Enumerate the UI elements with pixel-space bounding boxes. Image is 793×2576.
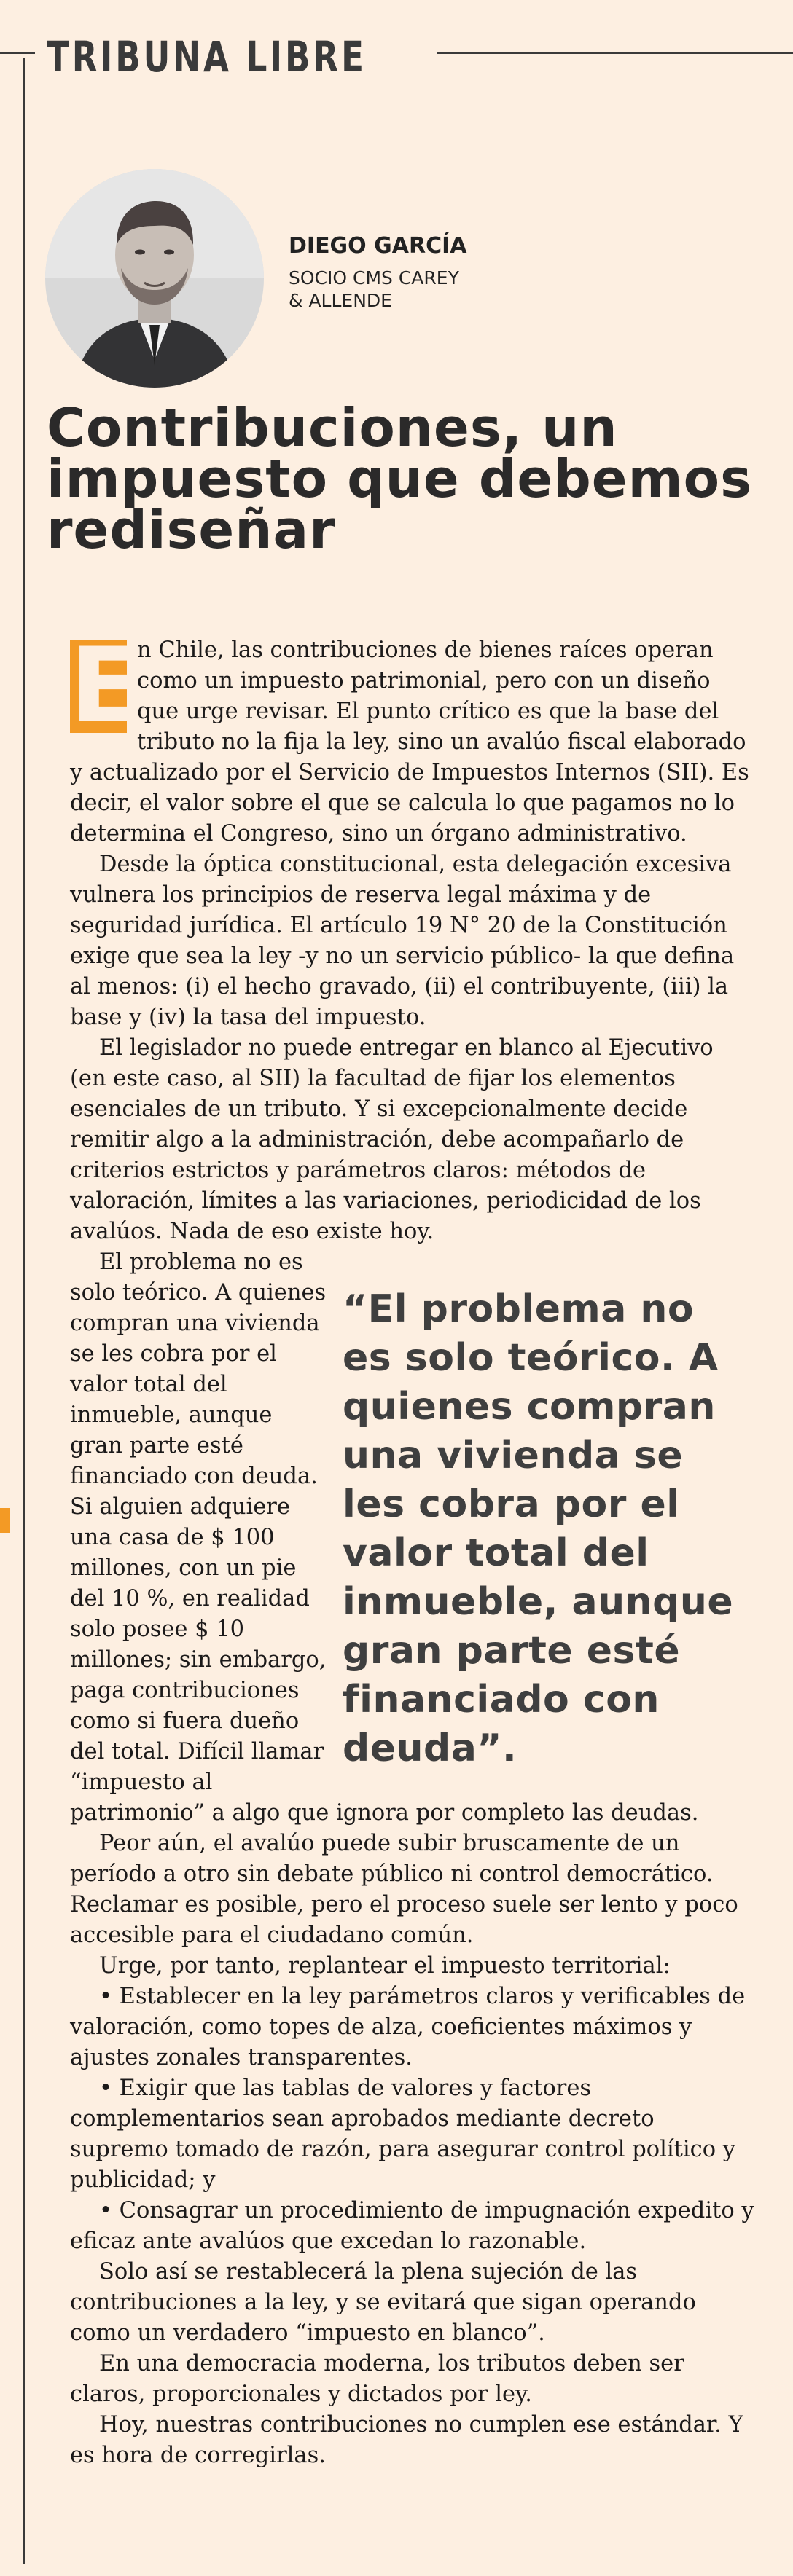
section-label: TRIBUNA LIBRE [47,32,367,82]
paragraph-12: Hoy, nuestras contribuciones no cumplen ese estándar. Y es hora de corregirlas. [70,2412,743,2468]
header-rule-right [437,52,793,54]
paragraph-1-text: n Chile, las contribuciones de bienes raíces operan como un impuesto patrimonial, pero con un diseño que urge revisar. El punto crítico es que la base del tributo no la fija la ley, sino un avalúo fiscal elaborado y actualizado por el Servicio de Impuestos Internos (SII). Es decir, el valor sobre el que se calcula lo que pagamos no lo determina el Congreso, sino un órgano administrativo. [70,637,749,847]
article-body [70,626,755,2471]
author-role: SOCIO CMS CAREY & ALLENDE [289,267,459,311]
pull-quote: “El problema no es solo teórico. A quienes compran una vivienda se les cobra por el valor total del inmueble, aunque gran parte esté financiado con deuda”. [343,1287,734,1770]
article-headline: Contribuciones, un impuesto que debemos rediseñar [47,397,752,560]
author-name: DIEGO GARCÍA [289,233,467,259]
column-rule [23,58,25,2564]
paragraph-6: Urge, por tanto, replantear el impuesto territorial: [99,1953,671,1979]
paragraph-11: En una democracia moderna, los tributos deben ser claros, proporcionales y dictados por ley. [70,2351,684,2407]
paragraph-1 [70,626,755,849]
paragraph-2: Desde la óptica constitucional, esta delegación excesiva vulnera los principios de reserva legal máxima y de seguridad jurídica. El artículo 19 N° 20 de la Constitución exige que sea la ley -y no un servicio público- la que defina al menos: (i) el hecho gravado, (ii) el contribuyente, (iii) la base y (iv) la tasa del impuesto. [70,852,735,1030]
paragraph-9: • Consagrar un procedimiento de impugnación expedito y eficaz ante avalúos que excedan lo razonable. [70,2198,754,2254]
paragraph-10: Solo así se restablecerá la plena sujeción de las contribuciones a la ley, y se evitará que sigan operando como un verdadero “impuesto en blanco”. [70,2259,696,2346]
author-photo [45,169,264,388]
author-portrait-image [45,169,264,388]
paragraph-4: El problema no es solo teórico. A quienes compran una vivienda se les cobra por el valor total del inmueble, aunque gran parte esté financiado con deuda. Si alguien adquiere una casa de $ 100 millones, con un pie del 10 %, en realidad solo posee $ 10 millones; sin embargo, paga contribuciones como si fuera dueño del total. Difícil llamar “impuesto al patrimonio” a algo que ignora por completo las deudas. [70,1249,699,1826]
paragraph-8: • Exigir que las tablas de valores y factores complementarios sean aprobados mediante decreto supremo tomado de razón, para asegurar control político y publicidad; y [70,2076,736,2193]
header-rule-left [0,52,35,54]
paragraph-5: Peor aún, el avalúo puede subir bruscamente de un período a otro sin debate público ni control democrático. Reclamar es posible, pero el proceso suele ser lento y poco accesible para el ciudadano común. [70,1831,738,1948]
drop-cap: E [70,626,141,746]
paragraph-3: El legislador no puede entregar en blanco al Ejecutivo (en este caso, al SII) la facultad de fijar los elementos esenciales de un tributo. Y si excepcionalmente decide remitir algo a la administración, debe acompañarlo de criterios estrictos y parámetros claros: métodos de valoración, límites a las variaciones, periodicidad de los avalúos. Nada de eso existe hoy. [70,1035,714,1244]
accent-marker [0,1508,10,1533]
paragraph-7: • Establecer en la ley parámetros claros y verificables de valoración, como topes de alza, coeficientes máximos y ajustes zonales transparentes. [70,1984,746,2070]
